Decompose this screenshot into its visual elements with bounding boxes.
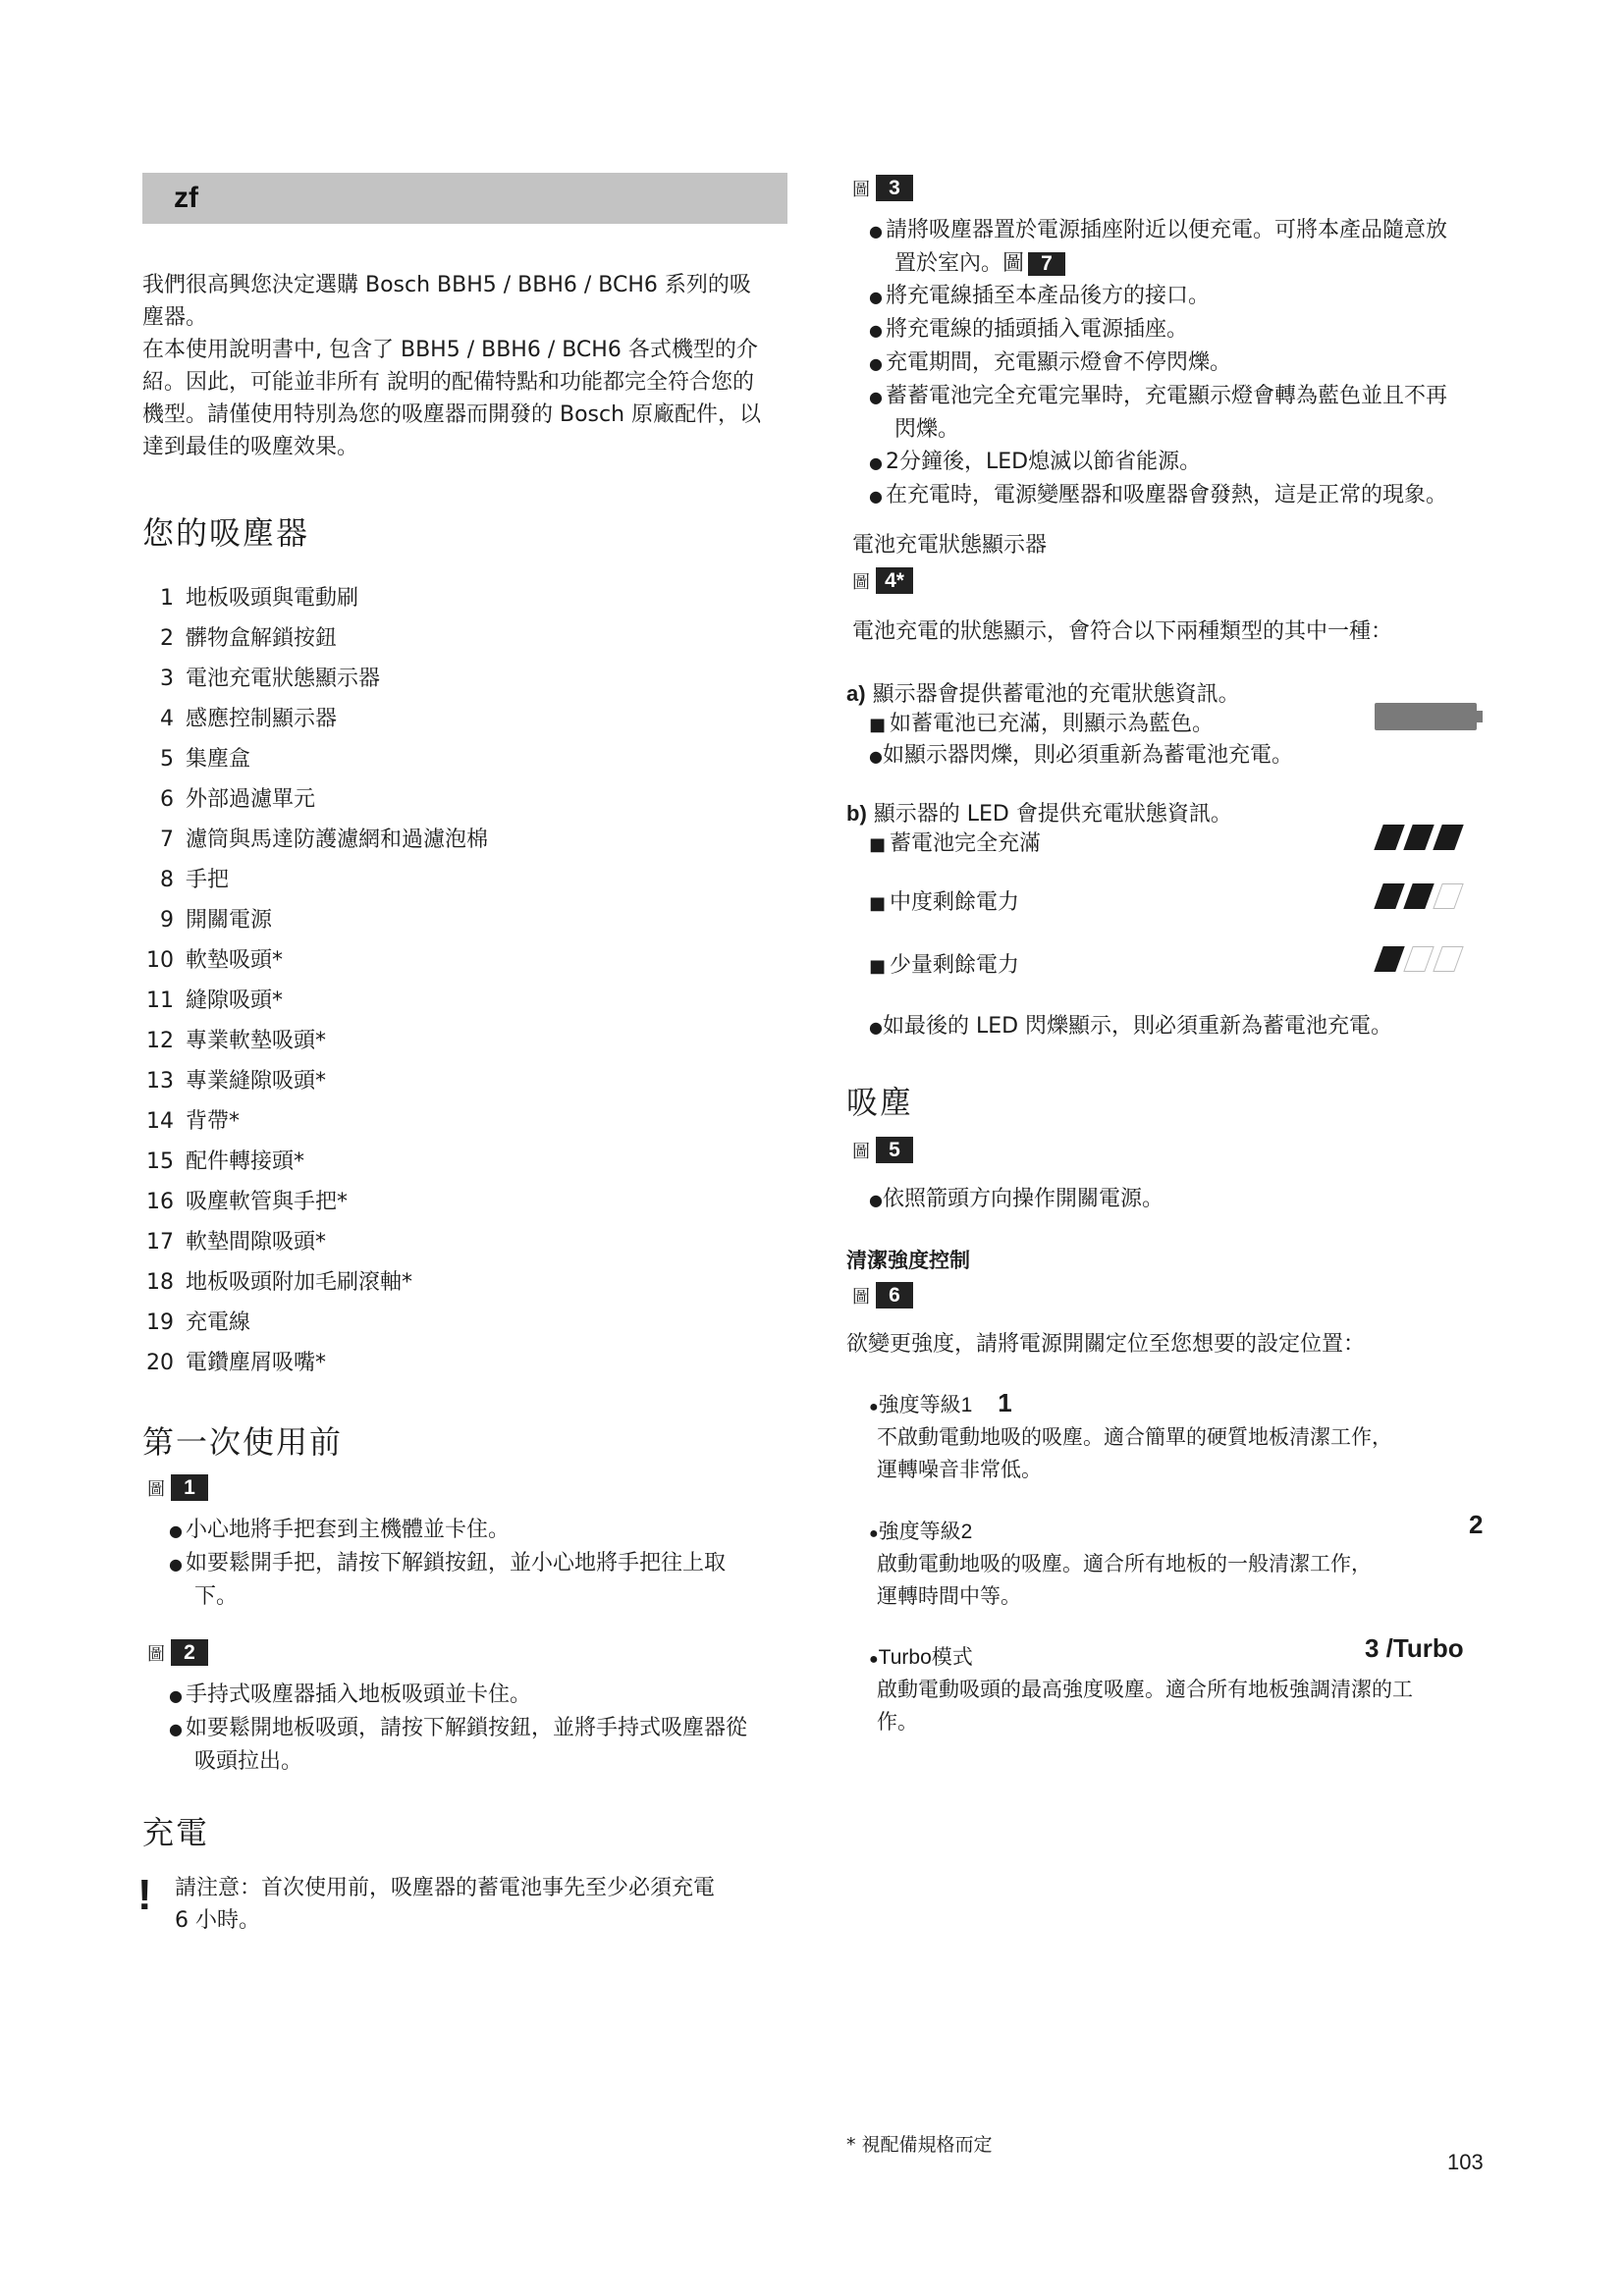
led-segment-on [1374, 825, 1404, 850]
section-title-charging: 充電 [142, 1814, 210, 1851]
level-2-symbol: 2 [1469, 1510, 1484, 1539]
intensity-description: 欲變更強度，請將電源開關定位至您想要的設定位置： [846, 1331, 1366, 1356]
list-item: 18 地板吸頭附加毛刷滾軸* [146, 1270, 413, 1295]
intro-line: 塵器。 [142, 305, 208, 330]
bullet-icon: ● [869, 321, 883, 340]
square-bullet-icon: ■ [869, 956, 887, 977]
intensity-level-2-text: 啟動電動地吸的吸塵。適合所有地板的一般清潔工作， 運轉時間中等。 [877, 1553, 1372, 1608]
intensity-level-1-text: 不啟動電動地吸的吸塵。適合簡單的硬質地板清潔工作， 運轉噪音非常低。 [877, 1426, 1392, 1481]
level-turbo-symbol: 3 /Turbo [1365, 1633, 1464, 1663]
type-b-item-blink: ●如最後的 LED 閃爍顯示，則必須重新為蓄電池充電。 [869, 1014, 1393, 1039]
bullet-icon: ● [869, 222, 883, 240]
language-header-bar [142, 173, 787, 224]
led-segment-off [1403, 946, 1434, 972]
section-title-vacuuming: 吸塵 [846, 1084, 914, 1121]
list-item: 4 感應控制顯示器 [160, 707, 338, 731]
bullet-item: ● 充電期間，充電顯示燈會不停閃爍。 [869, 350, 1231, 375]
figure-number-box: 3 [876, 175, 913, 201]
bullet-icon: ● [169, 1555, 183, 1574]
intensity-level-turbo-text: 啟動電動吸頭的最高強度吸塵。適合所有地板強調清潔的工 作。 [877, 1679, 1413, 1734]
type-b-item-medium: ■ 中度剩餘電力 [869, 890, 1020, 915]
intro-line: 在本使用說明書中, 包含了 BBH5 / BBH6 / BCH6 各式機型的介 [142, 338, 758, 362]
bullet-icon: ● [869, 1191, 883, 1209]
list-item: 19 充電線 [146, 1310, 251, 1335]
first-use-bullets-1 [169, 1514, 807, 1613]
bullet-icon: ● [169, 1522, 183, 1540]
type-a-item: ●如顯示器閃爍，則必須重新為蓄電池充電。 [869, 743, 1293, 768]
type-b-item-low: ■ 少量剩餘電力 [869, 953, 1020, 978]
list-item: 5 集塵盒 [160, 747, 251, 772]
bullet-continuation: 閃爍。 [894, 417, 960, 442]
bullet-icon: ● [169, 1720, 183, 1738]
bullet-item: ● 如要鬆開手把，請按下解鎖按鈕，並小心地將手把往上取 [169, 1551, 726, 1575]
intensity-heading: 清潔強度控制 [846, 1250, 970, 1272]
list-item: 15 配件轉接頭* [146, 1149, 305, 1174]
bullet-icon: ● [869, 1399, 879, 1415]
led-segment-on [1403, 883, 1434, 909]
bullet-icon: ● [869, 747, 883, 766]
bullet-icon: ● [869, 1651, 879, 1668]
type-a-item: ■ 如蓄電池已充滿，則顯示為藍色。 [869, 712, 1215, 736]
battery-description: 電池充電的狀態顯示，會符合以下兩種類型的其中一種： [852, 619, 1393, 644]
section-title-first-use: 第一次使用前 [142, 1423, 344, 1461]
list-item: 3 電池充電狀態顯示器 [160, 667, 381, 691]
list-item: 10 軟墊吸頭* [146, 948, 284, 973]
led-indicator-full [1379, 825, 1481, 850]
page-number: 103 [1447, 2150, 1484, 2174]
figure-number-box: 1 [171, 1474, 208, 1501]
intensity-level-2: ●強度等級2 [869, 1521, 973, 1543]
list-item: 11 縫隙吸頭* [146, 988, 284, 1013]
list-item: 8 手把 [160, 868, 230, 892]
bullet-item: ● 2分鐘後，LED熄滅以節省能源。 [869, 450, 1202, 474]
battery-full-blue-indicator [1375, 703, 1477, 730]
intensity-level-1: ●強度等級1 1 [869, 1388, 1012, 1417]
list-item: 9 開關電源 [160, 908, 273, 933]
bullet-icon: ● [869, 388, 883, 406]
intensity-level-turbo: ●Turbo模式 [869, 1646, 973, 1669]
intro-paragraph [142, 269, 790, 463]
bullet-item: ● 將充電線插至本產品後方的接口。 [869, 284, 1210, 308]
bullet-icon: ● [869, 1525, 879, 1542]
bullet-item: ● 手持式吸塵器插入地板吸頭並卡住。 [169, 1682, 531, 1707]
section-title-vacuum: 您的吸塵器 [142, 514, 310, 552]
led-segment-off [1433, 883, 1463, 909]
bullet-icon: ● [869, 354, 883, 373]
bullet-item: ● 小心地將手把套到主機體並卡住。 [169, 1518, 510, 1542]
bullet-icon: ● [869, 1018, 883, 1037]
charging-note [175, 1872, 784, 1937]
figure-number-box: 6 [876, 1282, 913, 1308]
figure-number-box: 5 [876, 1137, 913, 1163]
list-item: 2 髒物盒解鎖按鈕 [160, 626, 338, 651]
note-line: 6 小時。 [175, 1908, 260, 1933]
list-item: 13 專業縫隙吸頭* [146, 1069, 327, 1094]
bullet-continuation: 下。 [194, 1584, 239, 1609]
led-segment-on [1374, 883, 1404, 909]
figure-ref-5: 圖 5 [852, 1137, 913, 1163]
first-use-bullets-2 [169, 1679, 807, 1778]
led-segment-on [1403, 825, 1434, 850]
figure-number-box: 4* [876, 567, 913, 594]
intro-line: 機型。請僅使用特別為您的吸塵器而開發的 Bosch 原廠配件，以 [142, 402, 762, 427]
list-item: 7 濾筒與馬達防護濾網和過濾泡棉 [160, 828, 489, 852]
led-indicator-medium [1379, 883, 1481, 909]
type-b-line: b) 顯示器的 LED 會提供充電狀態資訊。 [846, 801, 1232, 827]
led-segment-on [1374, 946, 1404, 972]
bullet-continuation: 吸頭拉出。 [194, 1749, 303, 1774]
battery-indicator-heading: 電池充電狀態顯示器 [852, 533, 1048, 558]
figure-ref-6: 圖 6 [852, 1282, 913, 1308]
bullet-item: ● 將充電線的插頭插入電源插座。 [869, 317, 1188, 342]
intro-line: 紹。因此，可能並非所有 說明的配備特點和功能都完全符合您的 [142, 370, 754, 395]
list-item: 16 吸塵軟管與手把* [146, 1190, 349, 1214]
bullet-item: ● 請將吸塵器置於電源插座附近以便充電。可將本產品隨意放 [869, 218, 1447, 242]
figure-ref-2: 圖 2 [147, 1639, 208, 1666]
bullet-icon: ● [169, 1686, 183, 1705]
figure-ref-1: 圖 1 [147, 1474, 208, 1501]
list-item: 20 電鑽塵屑吸嘴* [146, 1351, 327, 1375]
battery-terminal [1477, 711, 1483, 722]
charging-bullets [869, 214, 1517, 512]
led-indicator-low [1379, 946, 1481, 972]
figure-ref-3: 圖 3 [852, 175, 913, 201]
bullet-item: ● 如要鬆開地板吸頭，請按下解鎖按鈕，並將手持式吸塵器從 [169, 1716, 747, 1740]
square-bullet-icon: ■ [869, 834, 887, 855]
warning-icon: ! [137, 1871, 152, 1919]
list-item: 17 軟墊間隙吸頭* [146, 1230, 327, 1255]
intro-line: 我們很高興您決定選購 Bosch BBH5 / BBH6 / BCH6 系列的吸 [142, 273, 751, 297]
parts-list [133, 581, 623, 1386]
figure-number-box: 2 [171, 1639, 208, 1666]
list-item: 1 地板吸頭與電動刷 [160, 586, 359, 611]
bullet-continuation: 置於室內。圖 7 [869, 247, 1517, 280]
list-item: 6 外部過濾單元 [160, 787, 316, 812]
type-a-line: a) 顯示器會提供蓄電池的充電狀態資訊。 [846, 681, 1240, 707]
bullet-item: ● 蓄蓄電池完全充電完畢時，充電顯示燈會轉為藍色並且不再 [869, 384, 1447, 408]
bullet-icon: ● [869, 487, 883, 506]
list-item: 12 專業軟墊吸頭* [146, 1029, 327, 1053]
footnote: * 視配備規格而定 [846, 2134, 993, 2156]
list-item: 14 背帶* [146, 1109, 241, 1134]
note-line: 請注意：首次使用前，吸塵器的蓄電池事先至少必須充電 [175, 1876, 716, 1900]
square-bullet-icon: ■ [869, 715, 887, 735]
bullet-item: ● 在充電時，電源變壓器和吸塵器會發熱，這是正常的現象。 [869, 483, 1447, 507]
led-segment-off [1433, 946, 1463, 972]
intro-line: 達到最佳的吸塵效果。 [142, 435, 359, 459]
square-bullet-icon: ■ [869, 893, 887, 914]
led-segment-on [1433, 825, 1463, 850]
language-code: zf [174, 182, 198, 214]
type-b-item-full: ■ 蓄電池完全充滿 [869, 831, 1042, 856]
bullet-icon: ● [869, 288, 883, 306]
bullet-icon: ● [869, 454, 883, 472]
figure-number-box: 7 [1028, 252, 1065, 276]
figure-ref-4: 圖 4* [852, 567, 913, 594]
level-1-symbol: 1 [998, 1388, 1012, 1417]
vacuuming-bullet: ●依照箭頭方向操作開關電源。 [869, 1187, 1164, 1211]
